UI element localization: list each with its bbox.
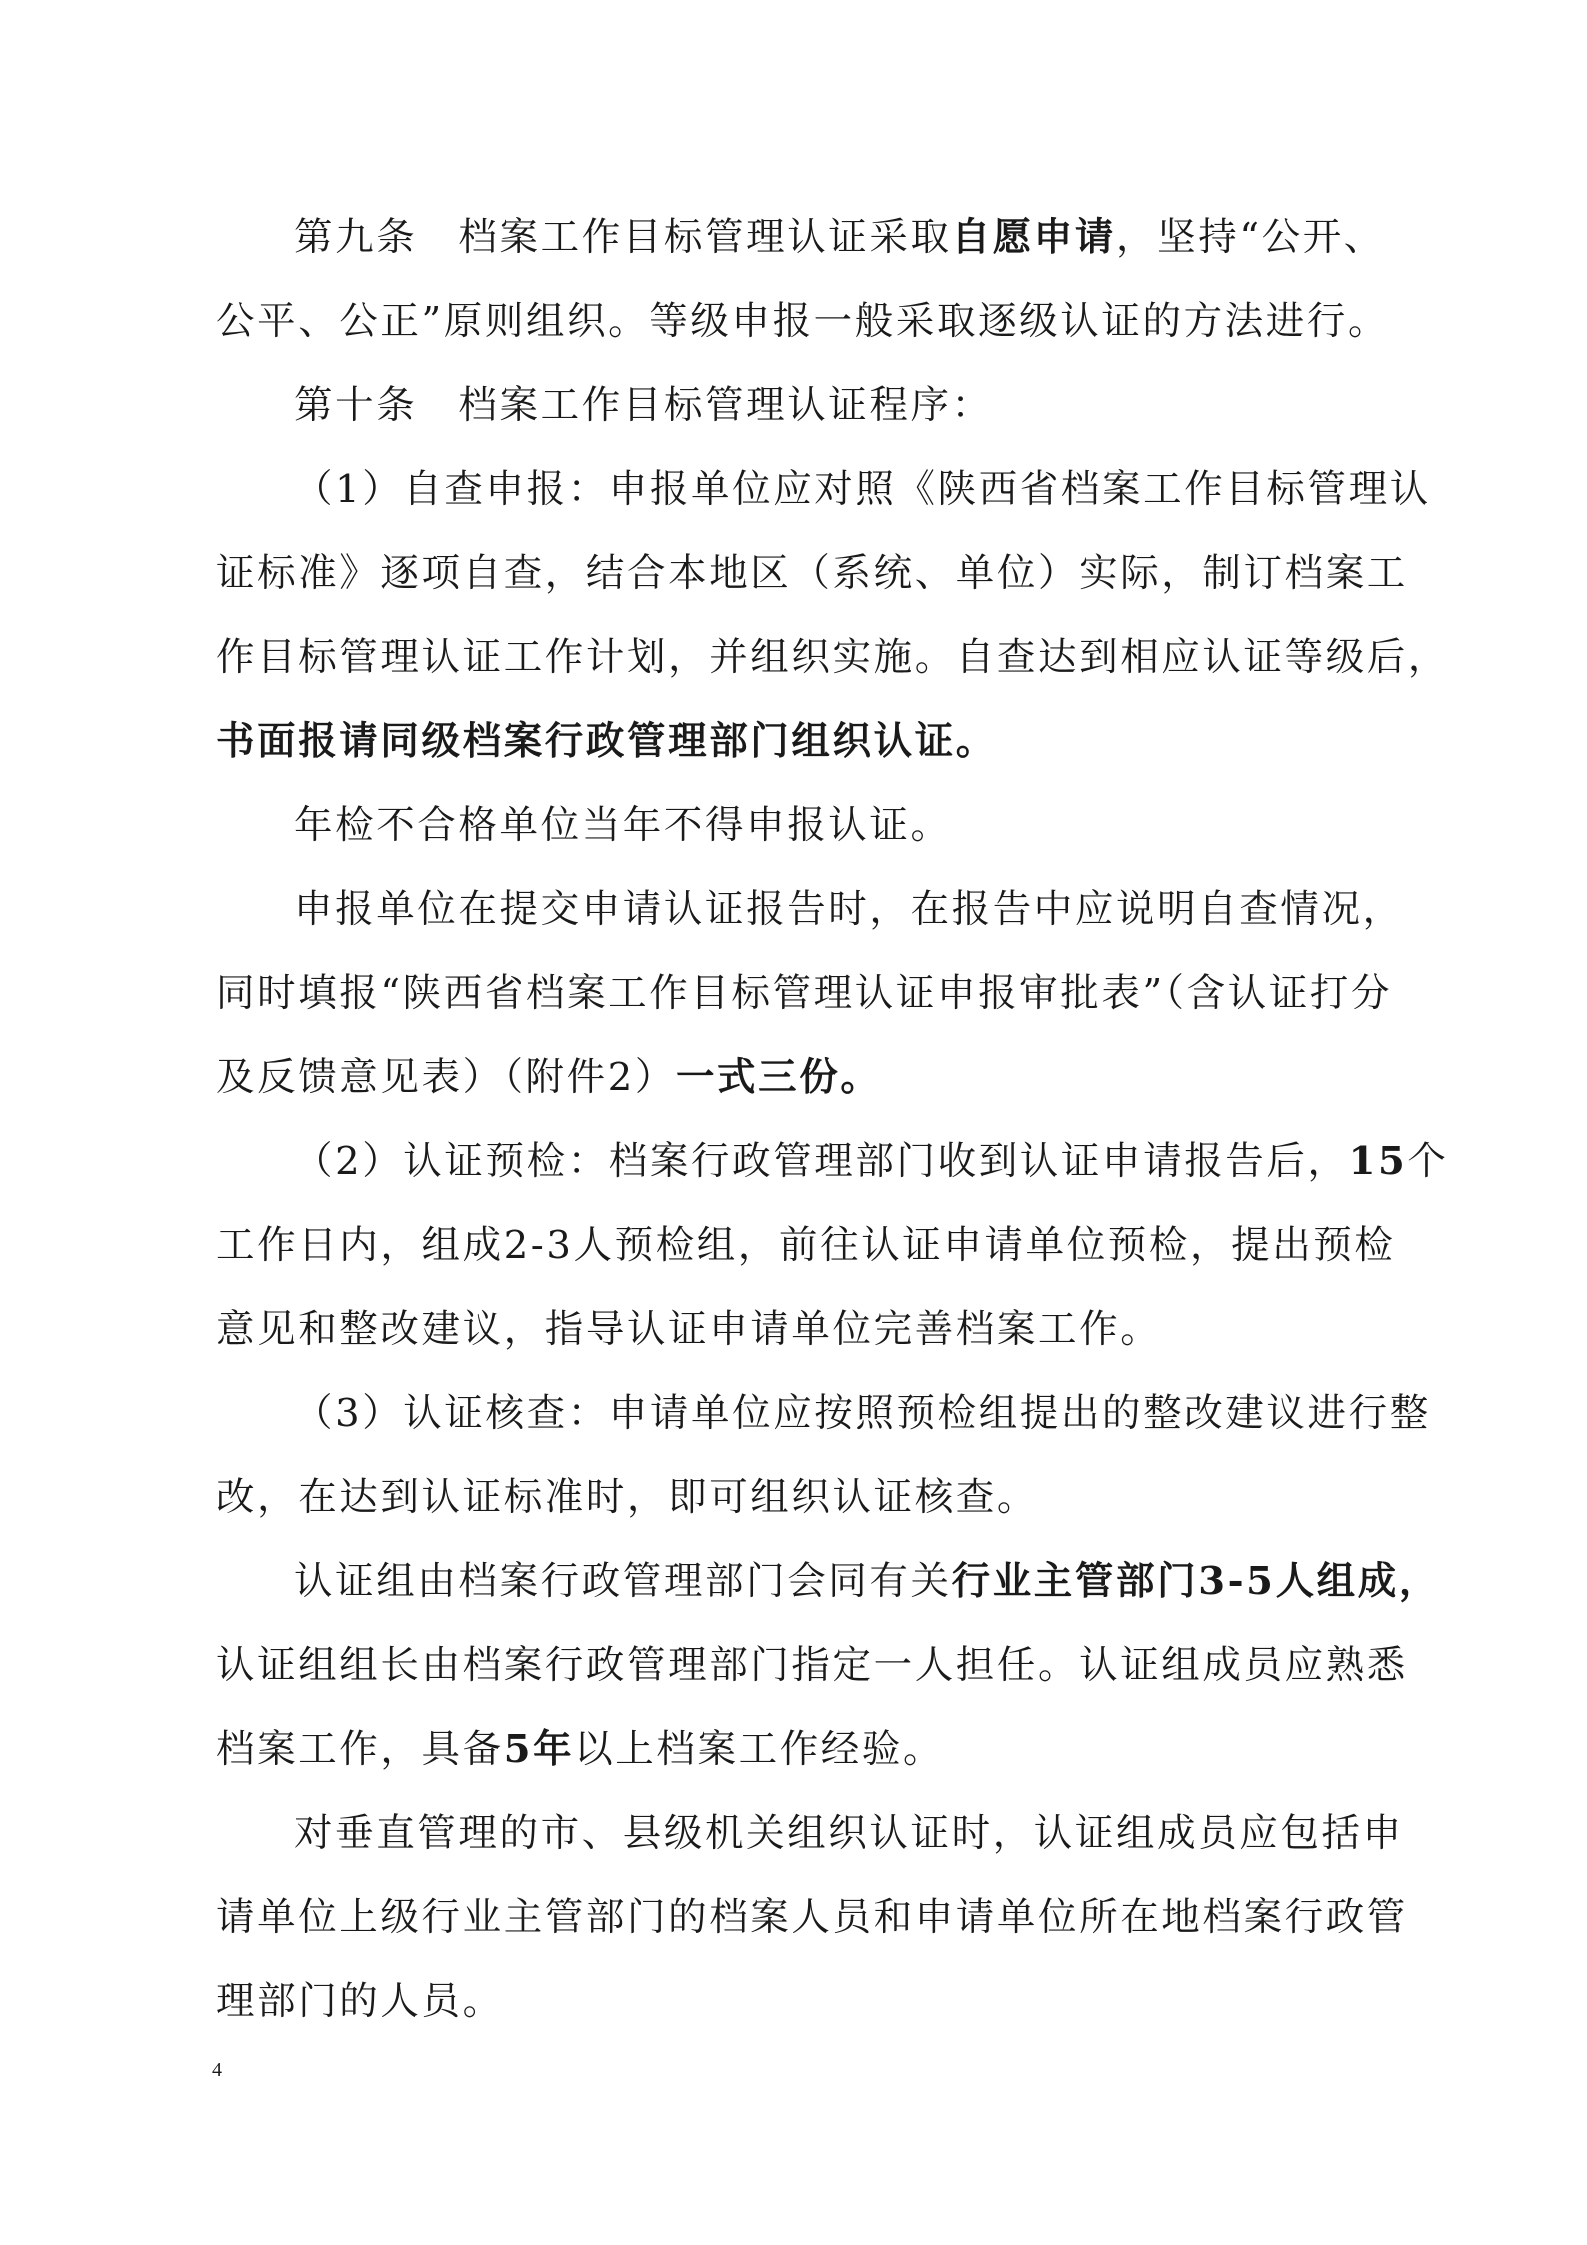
text-line [216,1300,1396,1360]
text-line [216,1720,1396,1780]
text-line [216,1132,1449,1192]
text-run: 年检不合格单位当年不得申报认证。 [294,803,952,848]
text-line [216,1804,1404,1864]
text-run-bold: 行业主管部门3-5人组成， [951,1559,1440,1604]
text-run: 理部门的人员。 [216,1979,504,2024]
text-line [216,1552,1440,1612]
text-run: 第十条 档案工作目标管理认证程序： [294,383,993,428]
text-run: 公平、公正”原则组织。等级申报一般采取逐级认证的方法进行。 [216,299,1390,344]
text-run: 证标准》逐项自查，结合本地区（系统、单位）实际，制订档案工 [216,551,1408,596]
text-run-bold: 书面报请同级档案行政管理部门组织认证。 [216,719,997,764]
text-run: 请单位上级行业主管部门的档案人员和申请单位所在地档案行政管 [216,1895,1408,1940]
text-run: 以上档案工作经验。 [574,1727,945,1772]
text-line [216,1048,1396,1108]
text-line [216,544,1408,604]
text-run: 意见和整改建议，指导认证申请单位完善档案工作。 [216,1307,1162,1352]
text-line [216,796,1396,856]
text-line [216,1468,1396,1528]
text-run: 个 [1407,1139,1449,1184]
text-line [216,880,1404,940]
text-line [216,712,1396,772]
text-run-bold: 一式三份。 [675,1055,882,1100]
text-run: 申报单位在提交申请认证报告时，在报告中应说明自查情况， [294,887,1404,932]
text-line [216,1888,1408,1948]
text-line [216,292,1396,352]
text-run: （1）自查申报：申报单位应对照《陕西省档案工作目标管理认 [294,467,1431,512]
text-run: ，坚持“公开、 [1116,215,1385,260]
text-line [216,208,1396,268]
text-line [216,460,1431,520]
text-line [216,1972,1396,2032]
text-run: （2）认证预检：档案行政管理部门收到认证申请报告后， [294,1139,1349,1184]
text-run-bold: 自愿申请 [951,215,1117,260]
text-run-bold: 5年 [503,1727,575,1772]
text-run-bold: 15 [1348,1139,1408,1184]
text-run: 作目标管理认证工作计划，并组织实施。自查达到相应认证等级后， [216,635,1450,680]
text-run: 对垂直管理的市、县级机关组织认证时，认证组成员应包括申 [294,1811,1404,1856]
text-line [216,628,1450,688]
page-number: 4 [212,2059,222,2081]
text-line [216,1636,1408,1696]
text-run: 及反馈意见表）（附件2） [216,1055,676,1100]
text-run: 工作日内，组成2-3人预检组，前往认证申请单位预检，提出预检 [216,1223,1396,1268]
text-line [216,1384,1431,1444]
text-line [216,1216,1396,1276]
text-line [216,964,1396,1024]
text-run: 第九条 档案工作目标管理认证采取 [294,215,952,260]
text-line [216,376,1396,436]
text-run: 档案工作，具备 [216,1727,504,1772]
text-run: 同时填报“陕西省档案工作目标管理认证申报审批表”（含认证打分 [216,971,1393,1016]
text-run: 认证组由档案行政管理部门会同有关 [294,1559,952,1604]
text-run: 改，在达到认证标准时，即可组织认证核查。 [216,1475,1039,1520]
text-run: 认证组组长由档案行政管理部门指定一人担任。认证组成员应熟悉 [216,1643,1408,1688]
text-run: （3）认证核查：申请单位应按照预检组提出的整改建议进行整 [294,1391,1431,1436]
